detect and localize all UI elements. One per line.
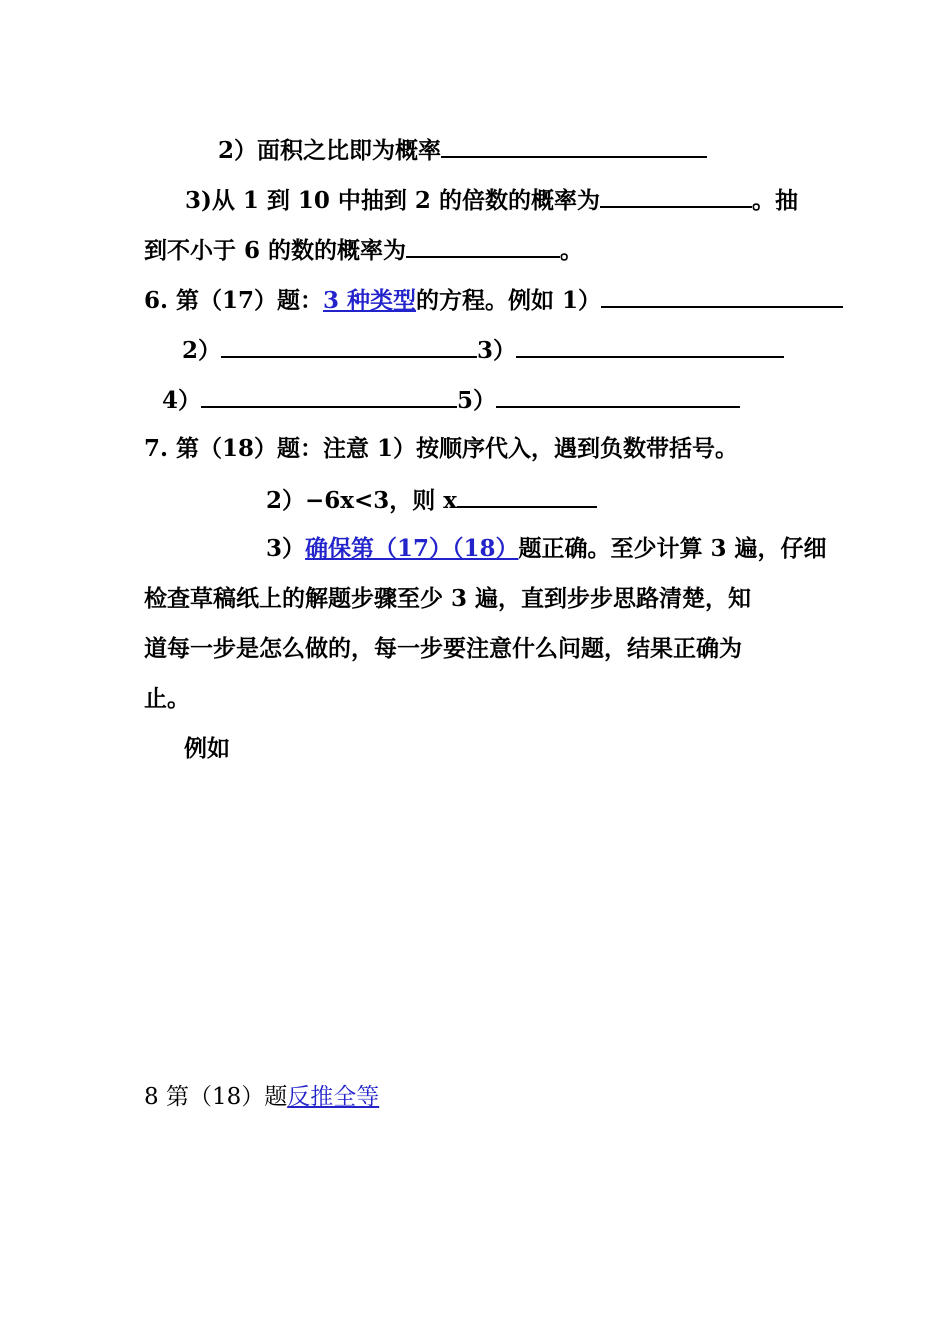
line-check-steps: [144, 584, 751, 614]
blank-prob-multiple[interactable]: [600, 184, 752, 208]
line-prob-multiple: [185, 184, 798, 216]
line-each-step: [144, 634, 742, 664]
line-q6-4-5: [162, 384, 740, 416]
text-prob-ge6: 到不小于 6 的数的概率为: [144, 237, 407, 264]
text-q7-3: 3）: [266, 535, 306, 562]
blank-area-ratio[interactable]: [441, 134, 707, 158]
blank-q6-4[interactable]: [201, 384, 457, 408]
line-q6-2-3: [182, 334, 784, 366]
line-stop: [144, 684, 190, 714]
text-check-steps: 检查草稿纸上的解题步骤至少 3 遍，直到步步思路清楚，知: [144, 585, 752, 612]
link-reverse-congruence[interactable]: 反推全等: [287, 1084, 380, 1110]
text-prob-end: 。抽: [751, 187, 798, 214]
line-prob-ge6: [144, 234, 583, 266]
link-ensure-17-18[interactable]: 确保第（17）（18）: [305, 535, 519, 562]
link-three-types[interactable]: 3 种类型: [323, 287, 417, 314]
line-q7-3: [266, 534, 827, 564]
text-q6-example: 的方程。例如 1）: [416, 287, 602, 314]
text-prob-ge6-end: 。: [560, 237, 584, 264]
text-prob-multiple: 3)从 1 到 10 中抽到 2 的倍数的概率为: [185, 187, 600, 214]
line-q7: [144, 434, 738, 464]
text-q6-3: 3）: [477, 337, 517, 364]
text-area-ratio: 2）面积之比即为概率: [218, 137, 442, 164]
text-q6-4: 4）: [162, 387, 202, 414]
text-q6-5: 5）: [457, 387, 497, 414]
line-q6: [144, 284, 843, 316]
blank-q6-1[interactable]: [601, 284, 843, 308]
blank-q7-x[interactable]: [457, 484, 597, 508]
line-example: [184, 734, 230, 764]
text-q8: 8 第（18）题: [144, 1084, 288, 1110]
blank-prob-ge6[interactable]: [406, 234, 560, 258]
text-q7: 7. 第（18）题：注意 1）按顺序代入，遇到负数带括号。: [144, 435, 739, 462]
line-area-ratio: [218, 134, 707, 166]
text-example: 例如: [184, 735, 230, 762]
line-q7-2: [266, 484, 597, 516]
blank-q6-3[interactable]: [516, 334, 784, 358]
text-stop: 止。: [144, 685, 190, 712]
text-q7-3-rest: 题正确。至少计算 3 遍，仔细: [518, 535, 827, 562]
blank-q6-5[interactable]: [496, 384, 740, 408]
text-each-step: 道每一步是怎么做的，每一步要注意什么问题，结果正确为: [144, 635, 742, 662]
line-q8: [144, 1082, 379, 1112]
text-q7-2: 2）−6x<3，则 x: [266, 487, 457, 514]
text-q6-intro: 6. 第（17）题：: [144, 287, 324, 314]
blank-q6-2[interactable]: [221, 334, 477, 358]
text-q6-2: 2）: [182, 337, 222, 364]
